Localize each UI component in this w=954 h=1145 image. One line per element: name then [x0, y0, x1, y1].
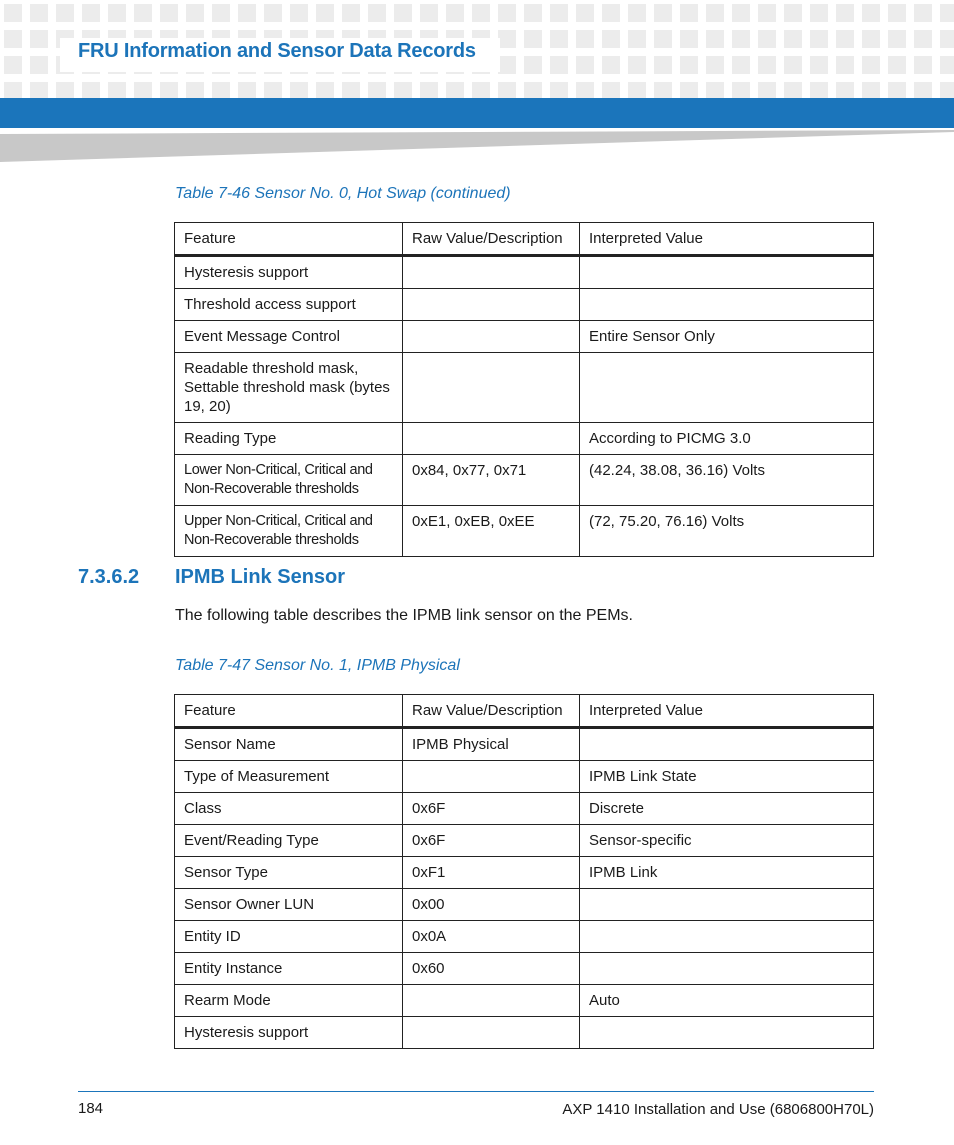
- table-row: [175, 761, 874, 793]
- table-row: [175, 1017, 874, 1049]
- table-cell: Hysteresis support: [175, 1017, 403, 1049]
- column-header: Interpreted Value: [580, 223, 874, 256]
- table-cell: [403, 353, 580, 423]
- section-number: 7.3.6.2: [78, 566, 140, 588]
- table-cell: (42.24, 38.08, 36.16) Volts: [580, 455, 874, 506]
- section-title: IPMB Link Sensor: [175, 566, 346, 588]
- table-cell: Reading Type: [175, 423, 403, 455]
- table-cell: Sensor Name: [175, 728, 403, 761]
- table-cell: Entity ID: [175, 921, 403, 953]
- table-cell: IPMB Link: [580, 857, 874, 889]
- table-cell: Type of Measurement: [175, 761, 403, 793]
- table-cell: 0xE1, 0xEB, 0xEE: [403, 506, 580, 557]
- table-cell: (72, 75.20, 76.16) Volts: [580, 506, 874, 557]
- table-cell: [580, 889, 874, 921]
- table-47-caption: Table 7-47 Sensor No. 1, IPMB Physical: [175, 657, 460, 674]
- table-cell: [403, 256, 580, 289]
- table-cell: IPMB Physical: [403, 728, 580, 761]
- table-cell: Event Message Control: [175, 321, 403, 353]
- table-row: [175, 289, 874, 321]
- table-cell: [580, 353, 874, 423]
- table-cell: 0x00: [403, 889, 580, 921]
- table-row: [175, 889, 874, 921]
- column-header: Interpreted Value: [580, 695, 874, 728]
- table-row: [175, 793, 874, 825]
- table-row: [175, 256, 874, 289]
- table-47: [174, 694, 874, 1049]
- table-row: [175, 455, 874, 506]
- section-heading: [78, 566, 345, 589]
- table-header-row: [175, 223, 874, 256]
- table-cell: [580, 728, 874, 761]
- page-number: 184: [78, 1100, 104, 1117]
- table-cell: Event/Reading Type: [175, 825, 403, 857]
- table-cell: [580, 921, 874, 953]
- table-cell: Sensor-specific: [580, 825, 874, 857]
- table-cell: Rearm Mode: [175, 985, 403, 1017]
- table-cell: [580, 256, 874, 289]
- table-cell: Class: [175, 793, 403, 825]
- table-cell: Entire Sensor Only: [580, 321, 874, 353]
- table-cell: Sensor Type: [175, 857, 403, 889]
- table-cell: Readable threshold mask, Settable threshold mask (bytes 19, 20): [175, 353, 403, 423]
- table-cell: IPMB Link State: [580, 761, 874, 793]
- footer-rule: [78, 1091, 874, 1092]
- table-row: [175, 506, 874, 557]
- table-cell: 0x6F: [403, 825, 580, 857]
- table-cell: Sensor Owner LUN: [175, 889, 403, 921]
- table-row: [175, 857, 874, 889]
- table-row: [175, 825, 874, 857]
- table-cell: [403, 423, 580, 455]
- document-title: AXP 1410 Installation and Use (6806800H70L): [562, 1101, 874, 1118]
- table-46-caption: Table 7-46 Sensor No. 0, Hot Swap (continued): [175, 185, 511, 202]
- table-cell: [403, 321, 580, 353]
- section-intro-text: The following table describes the IPMB link sensor on the PEMs.: [175, 607, 633, 624]
- table-cell: [580, 1017, 874, 1049]
- column-header: Raw Value/Description: [403, 223, 580, 256]
- table-cell: Lower Non-Critical, Critical and Non-Recoverable thresholds: [175, 455, 403, 506]
- header-blue-bar: [0, 98, 954, 128]
- table-cell: 0x6F: [403, 793, 580, 825]
- table-row: [175, 985, 874, 1017]
- table-cell: Discrete: [580, 793, 874, 825]
- table-row: [175, 953, 874, 985]
- table-cell: Threshold access support: [175, 289, 403, 321]
- page-header-title: FRU Information and Sensor Data Records: [78, 40, 476, 62]
- table-cell: [580, 953, 874, 985]
- table-cell: [403, 761, 580, 793]
- header-grey-wedge: [0, 130, 954, 164]
- table-row: [175, 728, 874, 761]
- table-cell: Upper Non-Critical, Critical and Non-Recoverable thresholds: [175, 506, 403, 557]
- column-header: Feature: [175, 695, 403, 728]
- table-row: [175, 353, 874, 423]
- column-header: Feature: [175, 223, 403, 256]
- table-row: [175, 321, 874, 353]
- table-cell: Auto: [580, 985, 874, 1017]
- table-cell: Entity Instance: [175, 953, 403, 985]
- table-row: [175, 921, 874, 953]
- table-46: [174, 222, 874, 557]
- table-cell: According to PICMG 3.0: [580, 423, 874, 455]
- table-cell: 0x84, 0x77, 0x71: [403, 455, 580, 506]
- table-cell: 0xF1: [403, 857, 580, 889]
- table-cell: [403, 1017, 580, 1049]
- table-cell: 0x60: [403, 953, 580, 985]
- table-cell: [403, 985, 580, 1017]
- table-row: [175, 423, 874, 455]
- table-cell: [403, 289, 580, 321]
- table-cell: [580, 289, 874, 321]
- column-header: Raw Value/Description: [403, 695, 580, 728]
- table-cell: 0x0A: [403, 921, 580, 953]
- table-cell: Hysteresis support: [175, 256, 403, 289]
- table-header-row: [175, 695, 874, 728]
